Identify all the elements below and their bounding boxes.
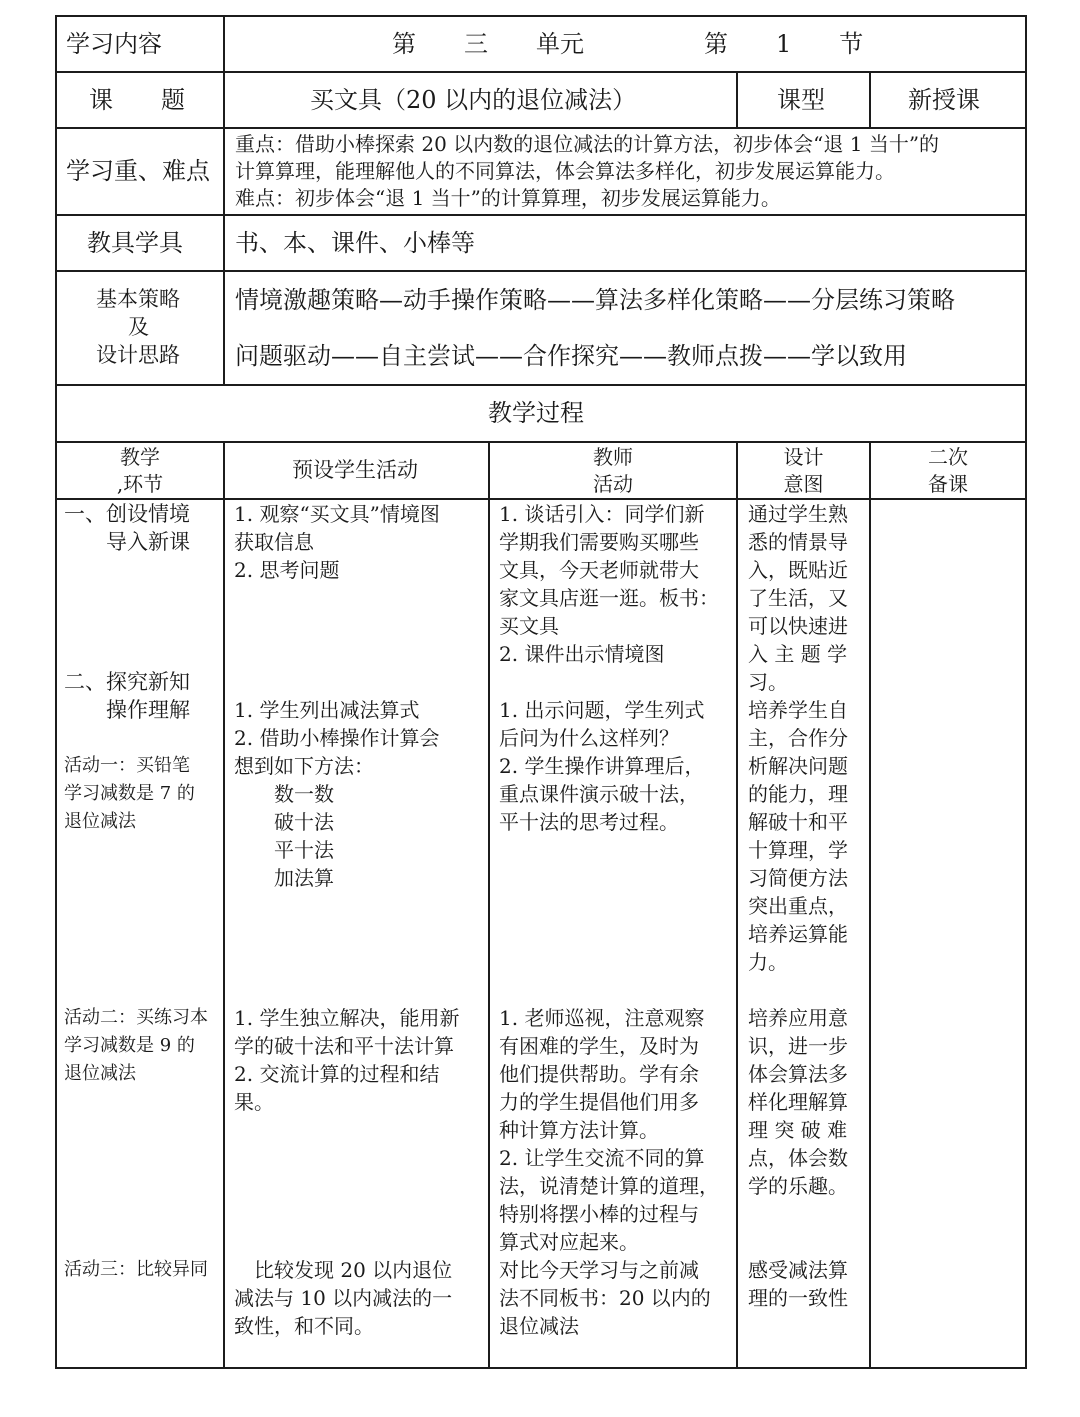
student-activity-cell: 1. 学生独立解决，能用新 学的破十法和平十法计算 2. 交流计算的过程和结 果。 xyxy=(234,1006,460,1114)
type-column-divider xyxy=(736,71,738,128)
row-divider xyxy=(55,214,1027,216)
tools-text: 书、本、课件、小棒等 xyxy=(235,229,475,257)
header-second: 二次 备课 xyxy=(928,445,968,496)
teacher-activity-cell: 对比今天学习与之前减 法不同板书：20 以内的 退位减法 xyxy=(499,1258,711,1338)
table-border-top xyxy=(55,15,1027,17)
header-teacher: 教师 活动 xyxy=(593,445,633,496)
process-column-divider xyxy=(488,441,490,1369)
student-activity-cell: 1. 学生列出减法算式 2. 借助小棒操作计算会 想到如下方法： 数一数 破十法 平十法 加法算 xyxy=(234,698,440,890)
topic-label: 课 题 xyxy=(89,86,185,114)
process-column-divider xyxy=(869,441,871,1369)
student-activity-cell: 比较发现 20 以内退位 减法与 10 以内减法的一 致性，和不同。 xyxy=(234,1258,453,1338)
type-column-divider xyxy=(869,71,871,128)
design-intent-cell: 培养学生自 主，合作分 析解决问题 的能力，理 解破十和平 十算理，学 习简便方法 突出重点， 培养运算能 力。 xyxy=(748,698,848,974)
activity-cell: 活动二：买练习本 学习减数是 9 的 退位减法 xyxy=(64,1007,208,1084)
strategy-label-1: 基本策略 xyxy=(96,287,180,311)
tools-label: 教具学具 xyxy=(87,229,183,257)
row-divider xyxy=(55,384,1027,386)
row-divider xyxy=(55,71,1027,73)
strategy-label-3: 设计思路 xyxy=(96,343,180,367)
content-label: 学习内容 xyxy=(66,30,162,58)
label-column-divider xyxy=(223,15,225,385)
teacher-activity-cell: 1. 老师巡视，注意观察 有困难的学生，及时为 他们提供帮助。学有余 力的学生提倡他们用多 种计算方法计算。 2. 让学生交流不同的算 法，说清楚计算的道理， 特别将摆小棒的过程与 算式对应起来。 xyxy=(499,1006,719,1254)
row-divider xyxy=(55,127,1027,129)
table-border-bottom xyxy=(55,1367,1027,1369)
teacher-activity-cell: 1. 谈话引入：同学们新 学期我们需要购买哪些 文具，今天老师就带大 家文具店逛一逛。板书： 买文具 2. 课件出示情境图 xyxy=(499,502,719,666)
row-divider xyxy=(55,270,1027,272)
header-stage: 教学 ,环节 xyxy=(116,445,164,496)
stage-cell: 二、探究新知 操作理解 xyxy=(64,670,190,722)
student-activity-cell: 1. 观察“买文具”情境图 获取信息 2. 思考问题 xyxy=(234,502,440,582)
header-design: 设计 意图 xyxy=(783,445,824,496)
content-value: 第 三 单元 第 1 节 xyxy=(392,30,864,58)
focus-text: 重点：借助小棒探索 20 以内数的退位减法的计算方法，初步体会“退 1 当十”的 计算算理，能理解他人的不同算法，体会算法多样化，初步发展运算能力。 难点：初步体会“退 1 当十”的计算算理，初步发展运算能力。 xyxy=(235,132,940,210)
table-border-left xyxy=(55,15,57,1369)
teacher-activity-cell: 1. 出示问题，学生列式 后问为什么这样列？ 2. 学生操作讲算理后， 重点课件演示破十法， 平十法的思考过程。 xyxy=(499,698,705,834)
type-label: 课型 xyxy=(777,86,825,114)
topic-value: 买文具（20 以内的退位减法） xyxy=(310,86,637,114)
focus-label: 学习重、难点 xyxy=(66,157,210,185)
table-border-right xyxy=(1025,15,1027,1369)
process-column-divider xyxy=(736,441,738,1369)
design-intent-cell: 通过学生熟 悉的情景导 入，既贴近 了生活，又 可以快速进 入 主 题 学 习。 xyxy=(748,502,848,694)
design-intent-cell: 培养应用意 识，进一步 体会算法多 样化理解算 理 突 破 难 点，体会数 学的乐趣。 xyxy=(748,1006,848,1198)
strategy-label-2: 及 xyxy=(128,315,149,339)
stage-cell: 一、创设情境 导入新课 xyxy=(64,502,190,554)
activity-cell: 活动一：买铅笔 学习减数是 7 的 退位减法 xyxy=(64,755,195,832)
type-value: 新授课 xyxy=(908,86,980,114)
design-intent-cell: 感受减法算 理的一致性 xyxy=(748,1258,848,1310)
activity-cell: 活动三：比较异同 xyxy=(64,1259,208,1280)
strategy-line-2: 问题驱动——自主尝试——合作探究——教师点拨——学以致用 xyxy=(235,342,907,370)
process-column-divider xyxy=(223,441,225,1369)
row-divider xyxy=(55,441,1027,443)
process-title: 教学过程 xyxy=(488,399,584,427)
strategy-line-1: 情境激趣策略—动手操作策略——算法多样化策略——分层练习策略 xyxy=(235,286,955,314)
header-student: 预设学生活动 xyxy=(292,458,418,482)
